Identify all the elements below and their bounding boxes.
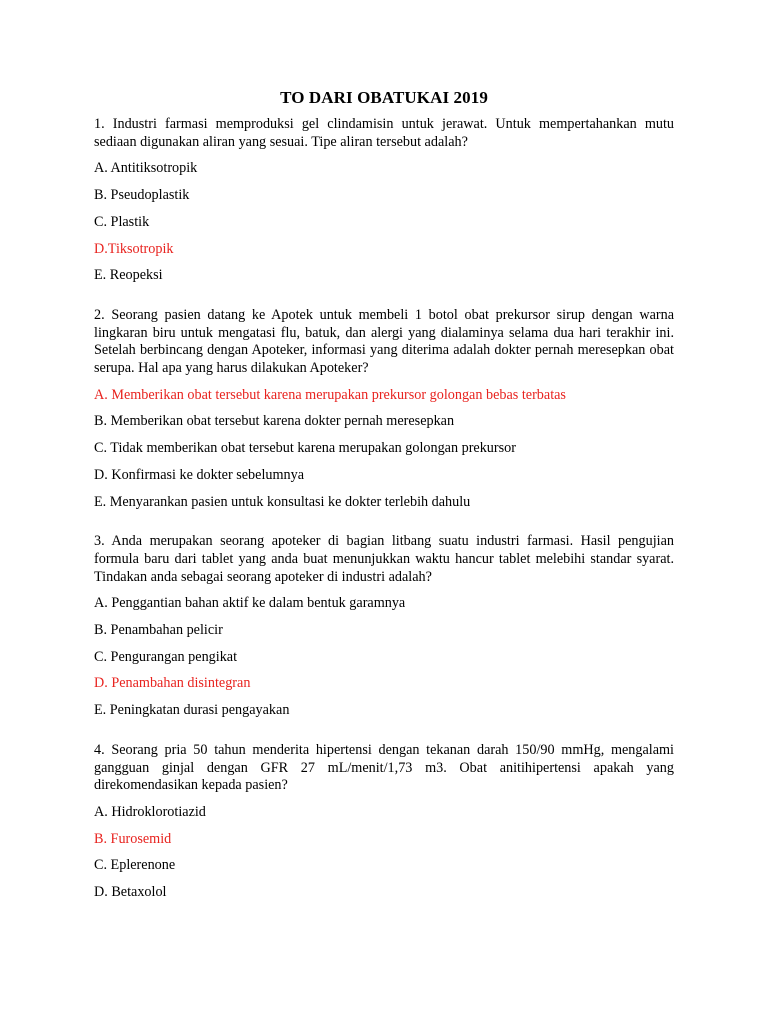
- question-stem: 2. Seorang pasien datang ke Apotek untuk membeli 1 botol obat prekursor sirup dengan warna lingkaran biru untuk mengatasi flu, batuk, dan alergi yang dialaminya selama dua hari terakhir ini. Setelah berbincang dengan Apoteker, informasi yang diterima adalah dokter pernah meresepkan obat serupa. Hal apa yang harus dilakukan Apoteker?: [94, 306, 674, 377]
- correct-answer-option: D.Tiksotropik: [94, 240, 174, 257]
- answer-option: C. Plastik: [94, 213, 150, 230]
- document-title: TO DARI OBATUKAI 2019: [280, 88, 488, 107]
- answer-option: E. Menyarankan pasien untuk konsultasi ke dokter terlebih dahulu: [94, 493, 471, 510]
- answer-option: C. Tidak memberikan obat tersebut karena merupakan golongan prekursor: [94, 440, 516, 457]
- question-3: [94, 533, 674, 720]
- answer-option: E. Peningkatan durasi pengayakan: [94, 702, 290, 719]
- answer-option: B. Memberikan obat tersebut karena dokter pernah meresepkan: [94, 413, 455, 430]
- correct-answer-option: B. Furosemid: [94, 830, 172, 847]
- answer-option: B. Pseudoplastik: [94, 187, 190, 204]
- document-page: [94, 88, 674, 924]
- question-2: [94, 307, 674, 511]
- answer-option: A. Antitiksotropik: [94, 160, 198, 177]
- answer-option: C. Pengurangan pengikat: [94, 648, 238, 665]
- answer-option: A. Penggantian bahan aktif ke dalam bentuk garamnya: [94, 595, 406, 612]
- question-1: [94, 116, 674, 285]
- question-4: [94, 742, 674, 902]
- question-stem: 1. Industri farmasi memproduksi gel clindamisin untuk jerawat. Untuk mempertahankan mutu sediaan digunakan aliran yang sesuai. Tipe aliran tersebut adalah?: [94, 116, 674, 150]
- answer-option: C. Eplerenone: [94, 857, 176, 874]
- answer-option: B. Penambahan pelicir: [94, 622, 223, 639]
- question-stem: 3. Anda merupakan seorang apoteker di bagian litbang suatu industri farmasi. Hasil pengujian formula baru dari tablet yang anda buat menunjukkan waktu hancur tablet melebihi standar syarat. Tindakan anda sebagai seorang apoteker di industri adalah?: [94, 533, 674, 585]
- question-stem: 4. Seorang pria 50 tahun menderita hipertensi dengan tekanan darah 150/90 mmHg, mengalami gangguan ginjal dengan GFR 27 mL/menit/1,73 m3. Obat anitihipertensi apakah yang direkomendasikan kepada pasien?: [94, 741, 674, 794]
- answer-option: D. Konfirmasi ke dokter sebelumnya: [94, 466, 304, 483]
- answer-option: D. Betaxolol: [94, 884, 167, 901]
- answer-option: E. Reopeksi: [94, 267, 163, 284]
- correct-answer-option: A. Memberikan obat tersebut karena merupakan prekursor golongan bebas terbatas: [94, 386, 566, 403]
- answer-option: A. Hidroklorotiazid: [94, 803, 206, 820]
- correct-answer-option: D. Penambahan disintegran: [94, 675, 251, 692]
